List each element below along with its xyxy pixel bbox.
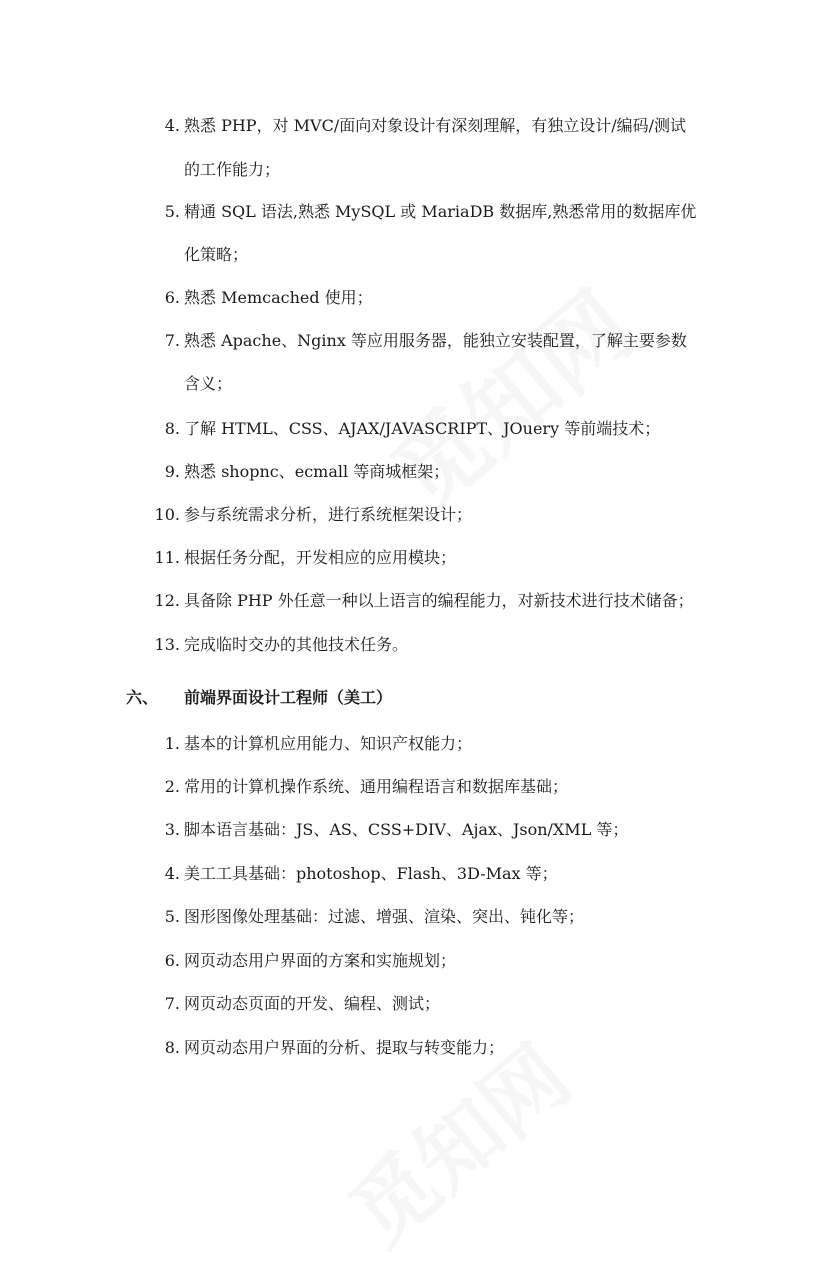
list-item-number: 11. <box>154 548 180 567</box>
list-item-text: 网页动态页面的开发、编程、测试； <box>184 994 441 1013</box>
list-item-number: 13. <box>154 635 180 654</box>
list-item-continuation: 化策略； <box>184 245 249 264</box>
list-item-number: 3. <box>164 820 180 839</box>
list-item-continuation: 含义； <box>184 374 233 393</box>
list-item-number: 1. <box>164 734 180 753</box>
list-item-text: 脚本语言基础：JS、AS、CSS+DIV、Ajax、Json/XML 等； <box>184 820 629 839</box>
list-item-number: 7. <box>164 331 180 350</box>
list-item-text: 熟悉 Memcached 使用； <box>184 288 373 307</box>
list-item-text: 美工工具基础：photoshop、Flash、3D-Max 等； <box>184 864 558 883</box>
list-item-number: 8. <box>164 1038 180 1057</box>
list-item-number: 2. <box>164 777 180 796</box>
list-item-continuation: 的工作能力； <box>184 160 281 179</box>
list-item-number: 4. <box>164 864 180 883</box>
list-item-text: 常用的计算机操作系统、通用编程语言和数据库基础； <box>184 777 569 796</box>
list-item-text: 完成临时交办的其他技术任务。 <box>184 635 409 654</box>
section-title: 前端界面设计工程师（美工） <box>184 688 393 707</box>
list-item-text: 网页动态用户界面的方案和实施规划； <box>184 951 457 970</box>
list-item-number: 5. <box>164 202 180 221</box>
list-item-number: 10. <box>154 505 180 524</box>
list-item-text: 具备除 PHP 外任意一种以上语言的编程能力，对新技术进行技术储备； <box>184 591 694 610</box>
list-item-text: 熟悉 Apache、Nginx 等应用服务器，能独立安装配置，了解主要参数 <box>184 331 687 350</box>
list-item-number: 4. <box>164 116 180 135</box>
list-item-text: 熟悉 shopnc、ecmall 等商城框架； <box>184 462 450 481</box>
list-item-text: 了解 HTML、CSS、AJAX/JAVASCRIPT、JOuery 等前端技术； <box>184 419 661 438</box>
list-item-number: 7. <box>164 994 180 1013</box>
list-item-text: 熟悉 PHP，对 MVC/面向对象设计有深刻理解，有独立设计/编码/测试 <box>184 116 687 135</box>
list-item-text: 网页动态用户界面的分析、提取与转变能力； <box>184 1038 505 1057</box>
list-item-text: 精通 SQL 语法,熟悉 MySQL 或 MariaDB 数据库,熟悉常用的数据库优 <box>184 202 697 221</box>
list-item-number: 12. <box>154 591 180 610</box>
list-item-text: 基本的计算机应用能力、知识产权能力； <box>184 734 473 753</box>
section-number: 六、 <box>126 688 159 707</box>
list-item-text: 图形图像处理基础：过滤、增强、渲染、突出、钝化等； <box>184 907 585 926</box>
list-item-number: 5. <box>164 907 180 926</box>
list-item-number: 6. <box>164 951 180 970</box>
list-item-number: 9. <box>164 462 180 481</box>
list-item-text: 根据任务分配，开发相应的应用模块； <box>184 548 457 567</box>
list-item-number: 6. <box>164 288 180 307</box>
list-item-number: 8. <box>164 419 180 438</box>
list-item-text: 参与系统需求分析，进行系统框架设计； <box>184 505 473 524</box>
